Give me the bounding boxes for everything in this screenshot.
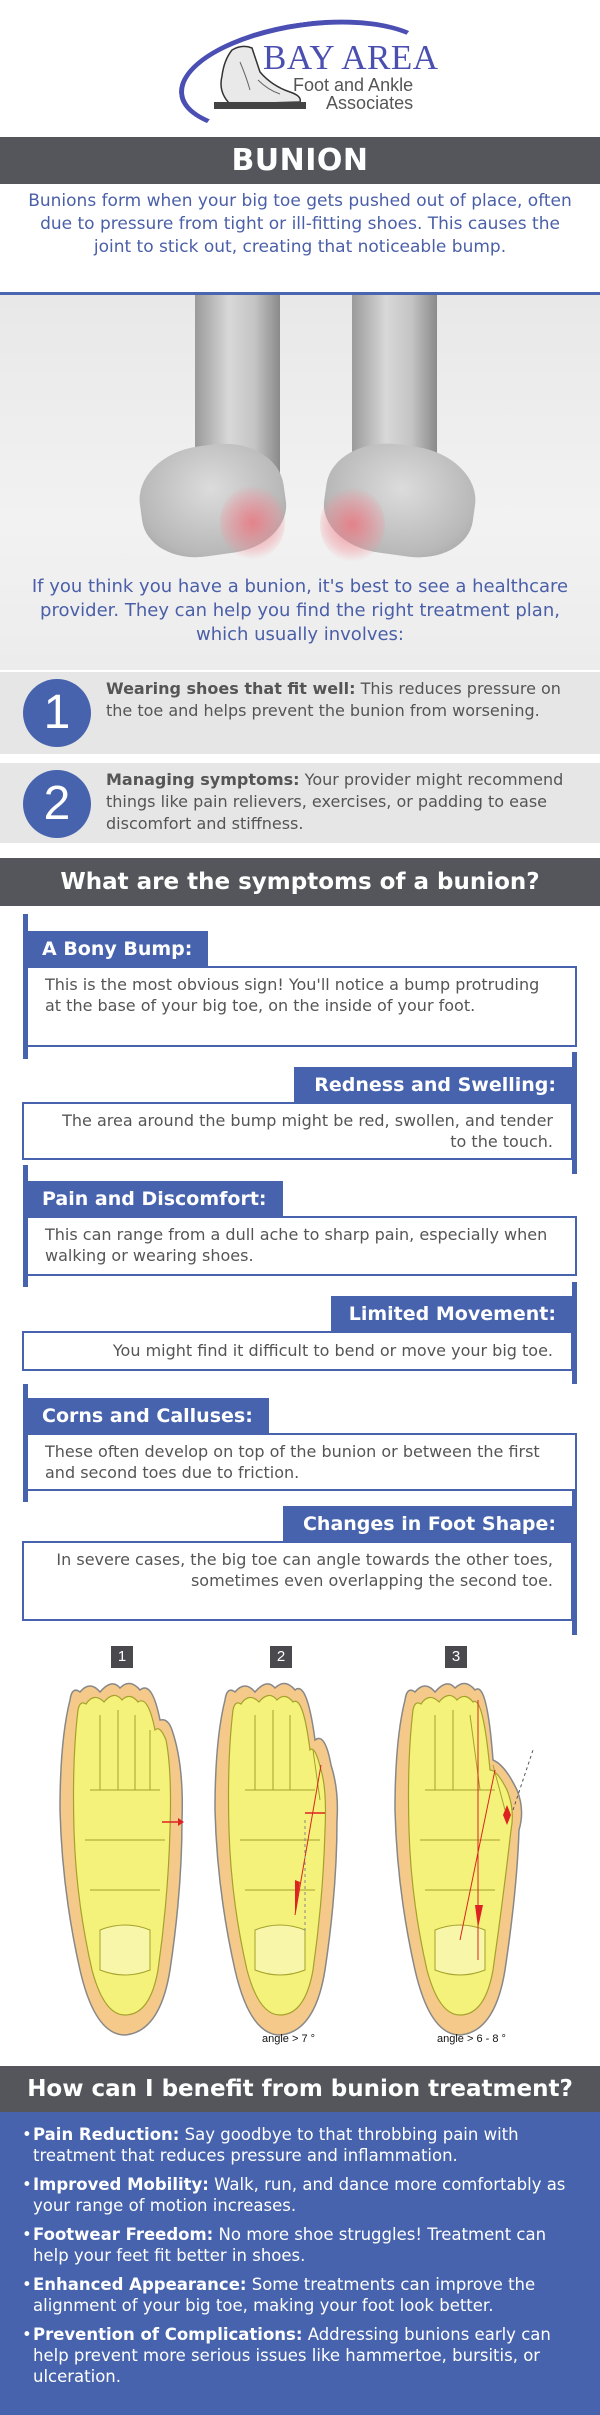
benefit-text: Addressing bunions early can help prevent more serious issues like hammertoe, bursitis, or ulceration. <box>33 2325 551 2386</box>
logo-subtitle-line1: Foot and Ankle <box>293 75 414 95</box>
bunion-highlight-right <box>320 487 385 562</box>
step-title: Managing symptoms: <box>106 770 300 789</box>
page-title: BUNION <box>0 137 600 184</box>
benefit-text: Say goodbye to that throbbing pain with treatment that reduces pressure and inflammation. <box>33 2125 519 2165</box>
diagram-number-3: 3 <box>445 1646 467 1668</box>
foot-skeleton-illustrations <box>0 1670 600 2040</box>
bunion-progression-diagram <box>0 1630 600 2050</box>
step-number-badge: 1 <box>23 679 91 747</box>
step-body: Your provider might recommend things like pain relievers, exercises, or padding to ease discomfort and stiffness. <box>106 770 564 833</box>
symptom-title: Pain and Discomfort: <box>26 1181 283 1218</box>
symptom-title: Redness and Swelling: <box>294 1067 572 1104</box>
symptom-title: A Bony Bump: <box>26 931 208 968</box>
diagram-number-2: 2 <box>270 1646 292 1668</box>
symptom-description: This can range from a dull ache to sharp pain, especially when walking or wearing shoes. <box>26 1216 577 1276</box>
benefit-title: Improved Mobility: <box>33 2175 209 2194</box>
step-description <box>106 678 591 722</box>
symptom-description: This is the most obvious sign! You'll notice a bump protruding at the base of your big toe, on the inside of your foot. <box>26 966 577 1047</box>
photo-caption: If you think you have a bunion, it's best to see a healthcare provider. They can help you find the right treatment plan, which usually involves: <box>31 576 569 645</box>
intro-text: Bunions form when your big toe gets pushed out of place, often due to pressure from tight or ill-fitting shoes. This causes the joint to stick out, creating that noticeable bump. <box>28 191 572 257</box>
logo <box>0 0 600 135</box>
benefit-title: Pain Reduction: <box>33 2125 180 2144</box>
symptom-title: Changes in Foot Shape: <box>283 1506 572 1543</box>
symptom-title: Limited Movement: <box>331 1296 572 1333</box>
foot-skeleton-normal-icon <box>60 1683 184 2035</box>
benefit-item <box>22 2224 582 2266</box>
benefit-title: Footwear Freedom: <box>33 2225 214 2244</box>
symptom-description: You might find it difficult to bend or move your big toe. <box>22 1331 573 1371</box>
treatment-step-1 <box>0 672 600 754</box>
bunion-highlight-left <box>220 485 285 560</box>
symptom-title: Corns and Calluses: <box>26 1398 269 1435</box>
step-description <box>106 769 591 835</box>
symptom-description: The area around the bump might be red, swollen, and tender to the touch. <box>22 1102 573 1160</box>
diagram-number-1: 1 <box>111 1646 133 1668</box>
benefit-item <box>22 2324 582 2387</box>
benefits-list <box>0 2112 600 2415</box>
step-title: Wearing shoes that fit well: <box>106 679 356 698</box>
logo-subtitle-line2: Associates <box>326 93 414 113</box>
step-body: This reduces pressure on the toe and helps prevent the bunion from worsening. <box>106 679 561 720</box>
foot-skeleton-severe-bunion-icon <box>395 1683 533 2035</box>
benefit-text: Some treatments can improve the alignment of your big toe, making your foot look better. <box>33 2275 536 2315</box>
symptom-description: In severe cases, the big toe can angle towards the other toes, sometimes even overlapping the second toe. <box>22 1541 573 1621</box>
benefit-title: Enhanced Appearance: <box>33 2275 247 2294</box>
treatment-step-2 <box>0 763 600 843</box>
benefits-heading: How can I benefit from bunion treatment? <box>0 2066 600 2112</box>
benefit-item <box>22 2274 582 2316</box>
bunion-feet-photo <box>0 295 600 670</box>
benefit-item <box>22 2174 582 2216</box>
step-number-badge: 2 <box>23 770 91 838</box>
benefit-title: Prevention of Complications: <box>33 2325 303 2344</box>
angle-label-2: angle > 7 ° <box>262 2033 316 2045</box>
logo-title: BAY AREA <box>263 38 439 77</box>
symptom-description: These often develop on top of the bunion or between the first and second toes due to friction. <box>26 1433 577 1491</box>
angle-label-3: angle > 6 - 8 ° <box>437 2033 506 2045</box>
benefit-text: Walk, run, and dance more comfortably as your range of motion increases. <box>33 2175 566 2215</box>
foot-skeleton-mild-bunion-icon <box>215 1683 337 2035</box>
benefit-text: No more shoe struggles! Treatment can help your feet fit better in shoes. <box>33 2225 547 2265</box>
benefit-item <box>22 2124 582 2166</box>
symptoms-heading: What are the symptoms of a bunion? <box>0 858 600 906</box>
logo-subtitle <box>293 76 413 112</box>
